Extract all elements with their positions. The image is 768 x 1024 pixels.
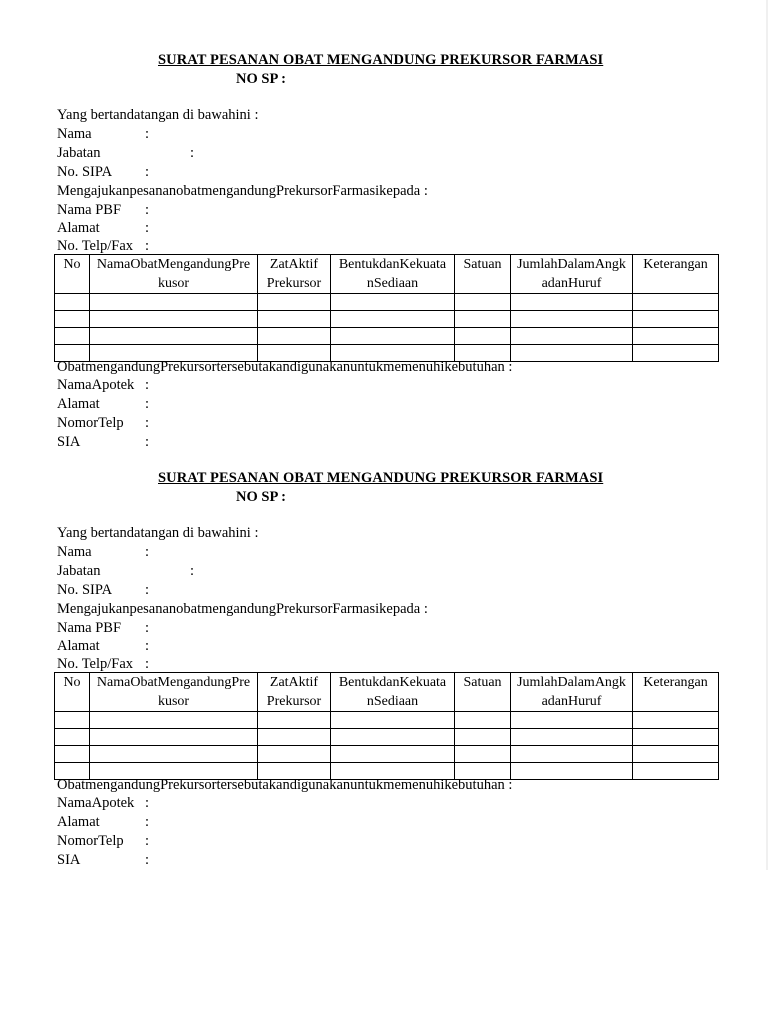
- column-header-quantity: JumlahDalamAngkadanHuruf: [511, 673, 633, 712]
- field-colon: :: [145, 396, 150, 412]
- table-cell[interactable]: [258, 294, 331, 311]
- column-header-dosage-form: BentukdanKekuatanSediaan: [331, 255, 455, 294]
- column-header-unit: Satuan: [455, 255, 511, 294]
- usage-line: ObatmengandungPrekursortersebutakandigunakanuntukmemenuhikebutuhan :: [57, 359, 513, 375]
- field-colon: :: [145, 814, 150, 830]
- table-cell[interactable]: [511, 729, 633, 746]
- field-label: SIA: [57, 852, 81, 868]
- table-cell[interactable]: [633, 746, 719, 763]
- table-cell[interactable]: [90, 311, 258, 328]
- column-header-no: No: [55, 673, 90, 712]
- table-cell[interactable]: [55, 712, 90, 729]
- table-cell[interactable]: [55, 746, 90, 763]
- table-cell[interactable]: [331, 729, 455, 746]
- table-cell[interactable]: [511, 712, 633, 729]
- field-colon: :: [145, 415, 150, 431]
- table-cell[interactable]: [258, 729, 331, 746]
- field-colon: :: [145, 795, 150, 811]
- table-row: [55, 294, 719, 311]
- table-cell[interactable]: [633, 729, 719, 746]
- table-cell[interactable]: [258, 328, 331, 345]
- field-label: Alamat: [57, 396, 100, 412]
- intro-line: Yang bertandatangan di bawahini :: [57, 525, 259, 541]
- table-cell[interactable]: [455, 328, 511, 345]
- field-colon: :: [145, 377, 150, 393]
- table-row: [55, 729, 719, 746]
- table-cell[interactable]: [55, 294, 90, 311]
- column-header-dosage-form: BentukdanKekuatanSediaan: [331, 673, 455, 712]
- field-colon: :: [145, 202, 150, 218]
- table-cell[interactable]: [331, 328, 455, 345]
- field-colon: :: [145, 852, 150, 868]
- order-number-label: NO SP :: [236, 489, 286, 505]
- field-colon: :: [145, 656, 150, 672]
- field-colon: :: [145, 833, 150, 849]
- request-line: MengajukanpesananobatmengandungPrekursorFarmasikepada :: [57, 183, 428, 199]
- field-label: No. SIPA: [57, 582, 113, 598]
- column-header-active-substance: ZatAktif Prekursor: [258, 255, 331, 294]
- table-cell[interactable]: [90, 729, 258, 746]
- usage-line: ObatmengandungPrekursortersebutakandigunakanuntukmemenuhikebutuhan :: [57, 777, 513, 793]
- table-cell[interactable]: [55, 328, 90, 345]
- table-cell[interactable]: [455, 294, 511, 311]
- column-header-no: No: [55, 255, 90, 294]
- field-label: Alamat: [57, 638, 100, 654]
- table-header-row: [55, 673, 719, 712]
- table-cell[interactable]: [90, 746, 258, 763]
- table-cell[interactable]: [90, 294, 258, 311]
- column-header-active-substance: ZatAktif Prekursor: [258, 673, 331, 712]
- table-cell[interactable]: [633, 345, 719, 362]
- table-cell[interactable]: [455, 729, 511, 746]
- table-cell[interactable]: [511, 328, 633, 345]
- column-header-unit: Satuan: [455, 673, 511, 712]
- field-colon: :: [145, 434, 150, 450]
- field-colon: :: [145, 238, 150, 254]
- field-colon: :: [145, 126, 150, 142]
- field-label: NamaApotek: [57, 377, 135, 393]
- table-cell[interactable]: [511, 311, 633, 328]
- field-label: SIA: [57, 434, 81, 450]
- table-cell[interactable]: [258, 712, 331, 729]
- column-header-drug-name: NamaObatMengandungPrekusor: [90, 255, 258, 294]
- field-colon: :: [145, 220, 150, 236]
- field-colon: :: [190, 563, 195, 579]
- table-cell[interactable]: [55, 311, 90, 328]
- column-header-notes: Keterangan: [633, 255, 719, 294]
- table-cell[interactable]: [331, 294, 455, 311]
- field-label: Nama PBF: [57, 202, 122, 218]
- table-cell[interactable]: [258, 311, 331, 328]
- field-label: No. Telp/Fax: [57, 238, 134, 254]
- table-cell[interactable]: [331, 311, 455, 328]
- table-cell[interactable]: [55, 729, 90, 746]
- table-row: [55, 311, 719, 328]
- field-colon: :: [145, 620, 150, 636]
- field-label: Alamat: [57, 814, 100, 830]
- field-label: Nama PBF: [57, 620, 122, 636]
- field-colon: :: [145, 164, 150, 180]
- field-label: NamaApotek: [57, 795, 135, 811]
- field-label: Nama: [57, 126, 92, 142]
- table-cell[interactable]: [511, 294, 633, 311]
- field-label: Jabatan: [57, 563, 101, 579]
- field-label: Nama: [57, 544, 92, 560]
- table-header-row: [55, 255, 719, 294]
- table-cell[interactable]: [511, 763, 633, 780]
- table-cell[interactable]: [455, 311, 511, 328]
- field-colon: :: [145, 582, 150, 598]
- field-label: Alamat: [57, 220, 100, 236]
- table-cell[interactable]: [331, 746, 455, 763]
- intro-line: Yang bertandatangan di bawahini :: [57, 107, 259, 123]
- field-label: NomorTelp: [57, 415, 124, 431]
- table-cell[interactable]: [633, 294, 719, 311]
- field-colon: :: [190, 145, 195, 161]
- field-colon: :: [145, 638, 150, 654]
- table-row: [55, 746, 719, 763]
- column-header-notes: Keterangan: [633, 673, 719, 712]
- table-cell[interactable]: [511, 746, 633, 763]
- table-cell[interactable]: [455, 712, 511, 729]
- field-label: No. Telp/Fax: [57, 656, 134, 672]
- field-label: NomorTelp: [57, 833, 124, 849]
- table-cell[interactable]: [258, 746, 331, 763]
- form-title: SURAT PESANAN OBAT MENGANDUNG PREKURSOR FARMASI: [158, 52, 604, 68]
- field-label: No. SIPA: [57, 164, 113, 180]
- column-header-quantity: JumlahDalamAngkadanHuruf: [511, 255, 633, 294]
- order-number-label: NO SP :: [236, 71, 286, 87]
- table-cell[interactable]: [633, 712, 719, 729]
- table-row: [55, 712, 719, 729]
- field-colon: :: [145, 544, 150, 560]
- order-table: [54, 672, 719, 780]
- table-cell[interactable]: [455, 746, 511, 763]
- table-cell[interactable]: [90, 712, 258, 729]
- table-cell[interactable]: [633, 763, 719, 780]
- order-table: [54, 254, 719, 362]
- table-cell[interactable]: [633, 311, 719, 328]
- table-row: [55, 328, 719, 345]
- table-cell[interactable]: [633, 328, 719, 345]
- form-title: SURAT PESANAN OBAT MENGANDUNG PREKURSOR FARMASI: [158, 470, 604, 486]
- table-cell[interactable]: [511, 345, 633, 362]
- field-label: Jabatan: [57, 145, 101, 161]
- request-line: MengajukanpesananobatmengandungPrekursorFarmasikepada :: [57, 601, 428, 617]
- column-header-drug-name: NamaObatMengandungPrekusor: [90, 673, 258, 712]
- table-cell[interactable]: [90, 328, 258, 345]
- table-cell[interactable]: [331, 712, 455, 729]
